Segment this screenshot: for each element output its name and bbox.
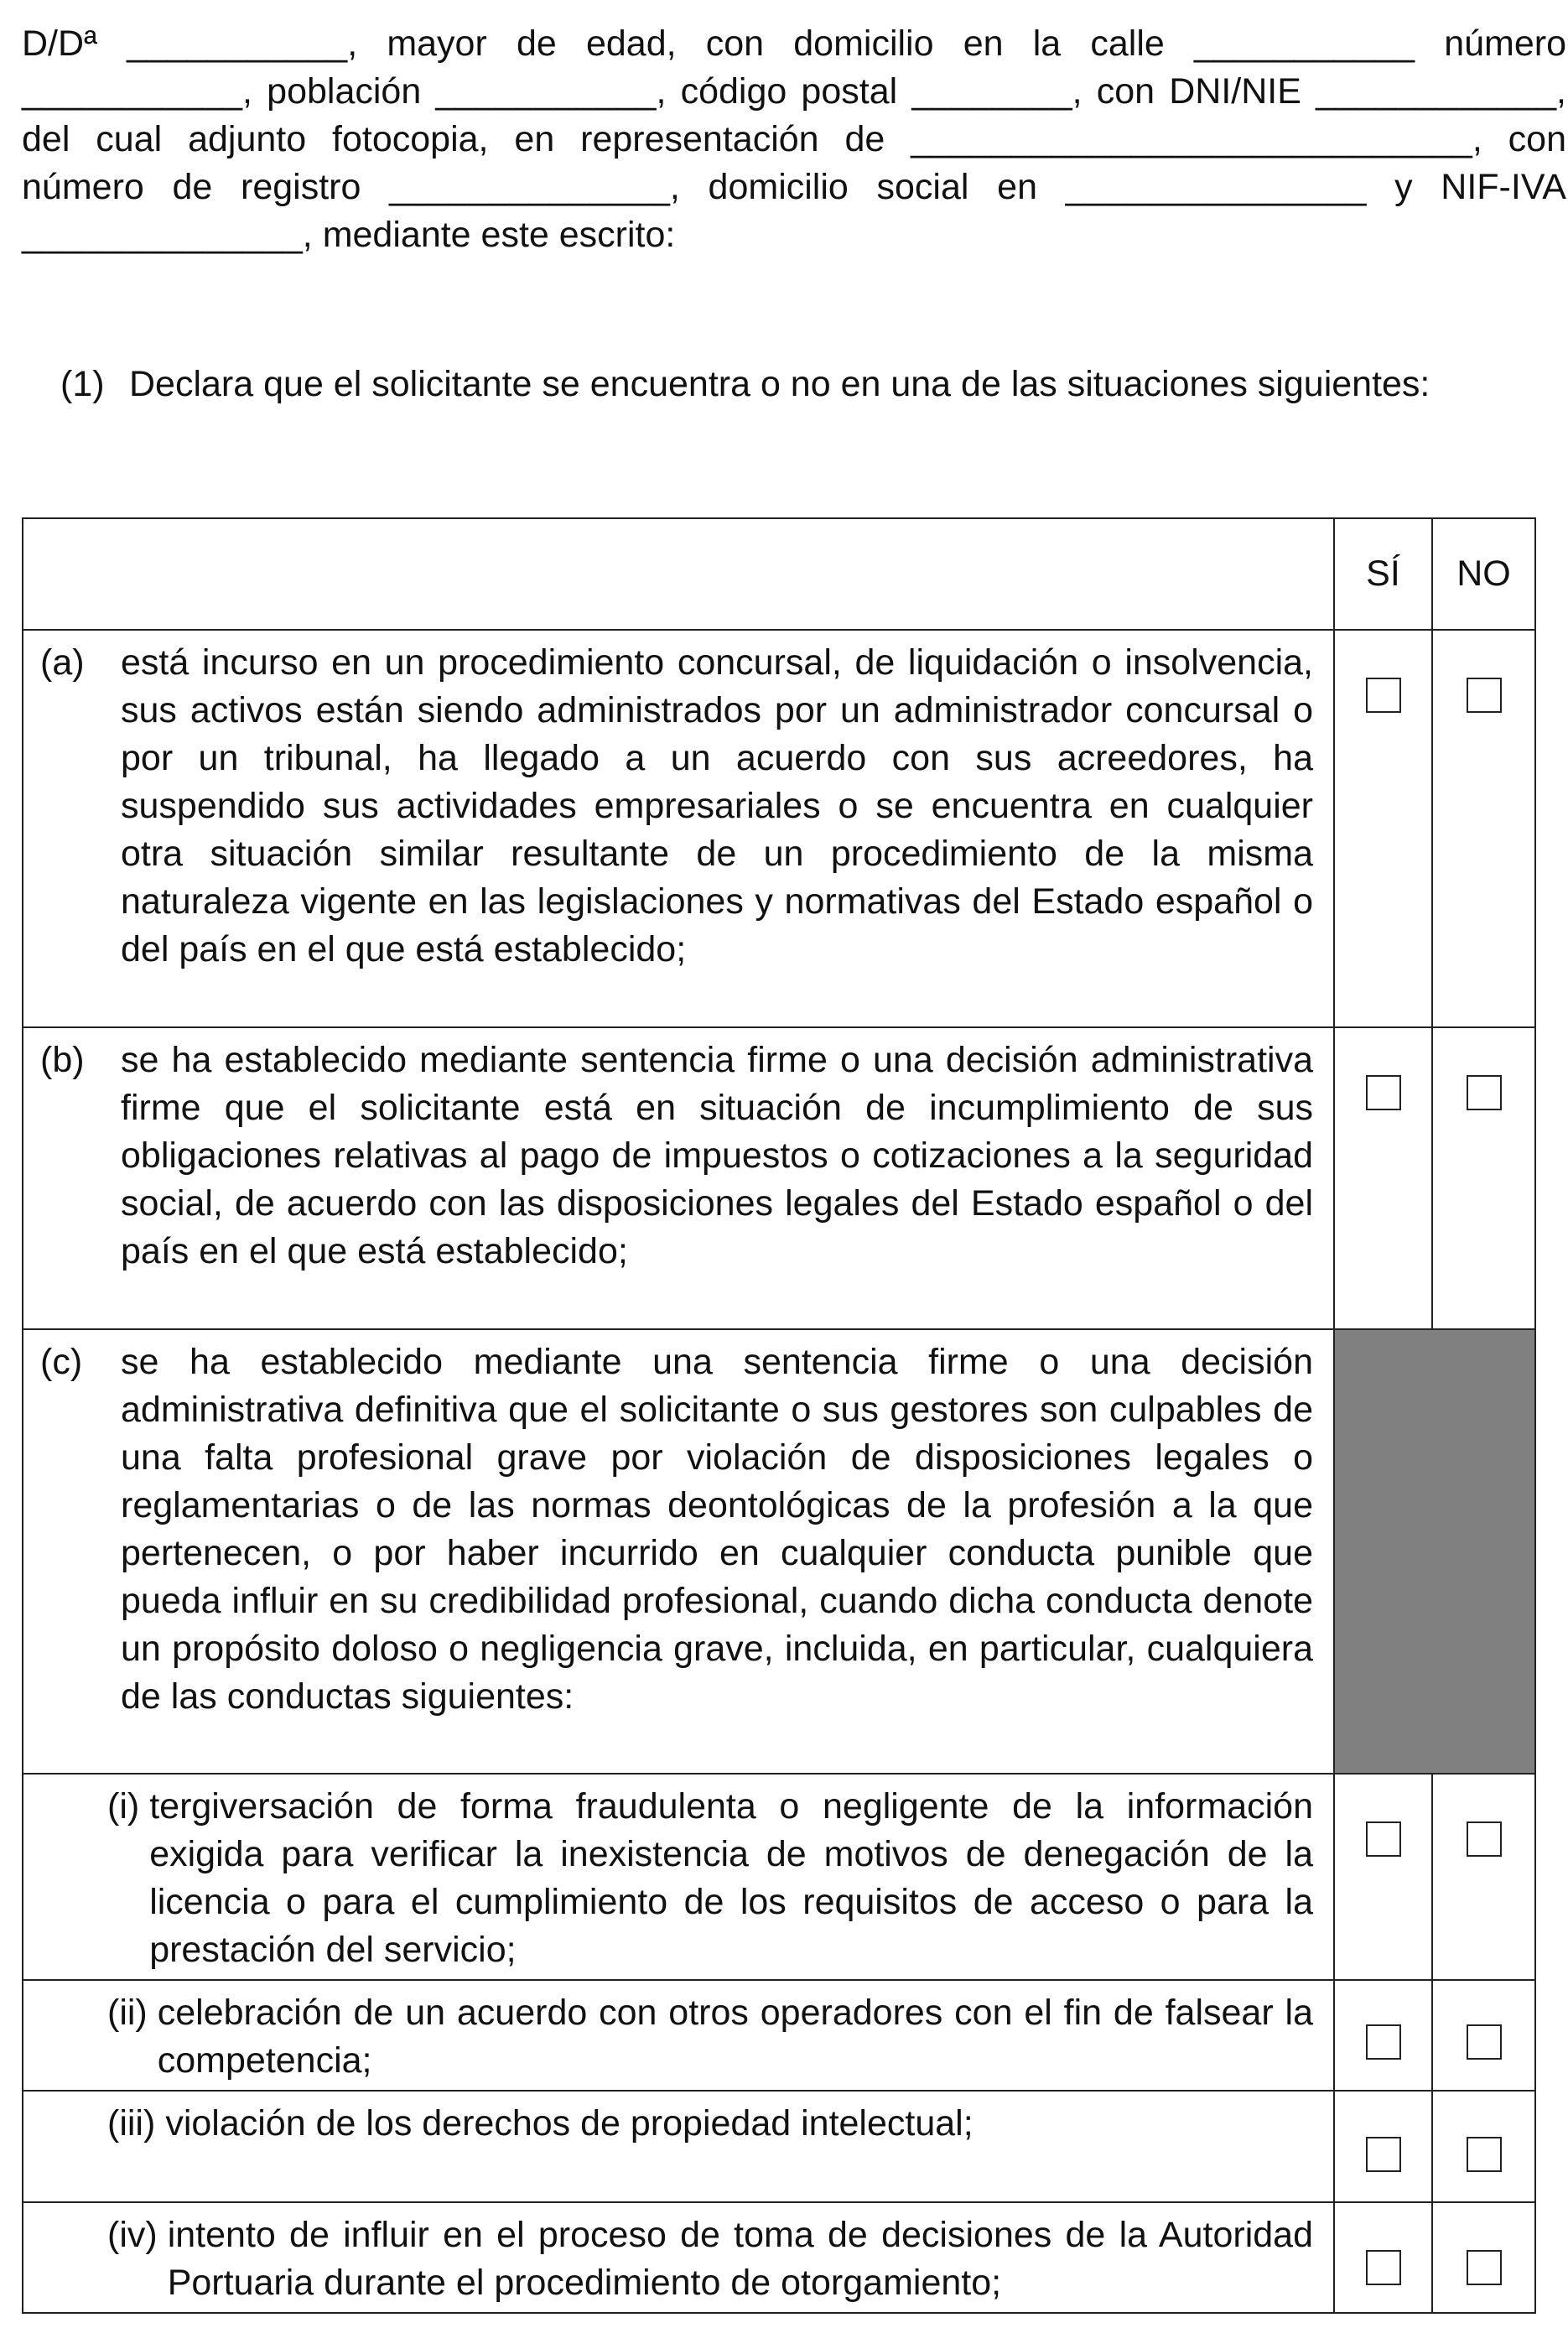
row-i-text: tergiversación de forma fraudulenta o negligente de la información exigida para verificar la inexistencia de motivos de denegación de la licencia o para el cumplimiento de los requisitos de acceso o para la prestación del servicio; [149, 1786, 1313, 1970]
row-b-no-checkbox[interactable] [1467, 1075, 1502, 1110]
row-iv-label: (iv) [107, 2215, 158, 2255]
row-iii-no-checkbox[interactable] [1467, 2137, 1502, 2172]
row-iii-si-checkbox[interactable] [1366, 2137, 1401, 2172]
row-iv-si-cell [1334, 2202, 1432, 2313]
row-b-no-cell [1432, 1027, 1535, 1329]
row-i-no-checkbox[interactable] [1467, 1821, 1502, 1857]
row-ii-text: celebración de un acuerdo con otros operadores con el fin de falsear la competencia; [157, 1993, 1313, 2081]
header-no: NO [1432, 518, 1535, 630]
declaration-item [60, 361, 1519, 408]
table-header-row [23, 518, 1535, 630]
row-b-si-checkbox[interactable] [1366, 1075, 1401, 1110]
row-c-text: se ha establecido mediante una sentencia firme o una decisión administrativa definitiva que el solicitante o sus gestores son culpables de una falta profesional grave por violación de disposiciones legales o reglamentarias o de las normas deontológicas de la profesión a la que pertenecen, o por haber incurrido en cualquier conducta punible que pueda influir en su credibilidad profesional, cuando dicha conducta denote un propósito doloso o negligencia grave, incluida, en particular, cualquiera de las conductas siguientes: [121, 1342, 1313, 1717]
row-iii-text: violación de los derechos de propiedad intelectual; [165, 2103, 974, 2144]
row-c-text-cell [23, 1329, 1334, 1774]
row-b-text-cell [23, 1027, 1334, 1329]
situations-table [22, 517, 1536, 2314]
intro-paragraph: D/Dª ___________, mayor de edad, con domicilio en la calle ___________ número ___________, población ___________, código postal ________, con DNI/NIE ____________, del cual adjunto fotocopia, en representación de ____________________________, con número de registro ______________, domicilio social en _______________ y NIF-IVA ______________, mediante este escrito: [22, 23, 1566, 255]
row-iv-no-cell [1432, 2202, 1535, 2313]
row-iv-si-checkbox[interactable] [1366, 2250, 1401, 2285]
row-iv-text: intento de influir en el proceso de toma de decisiones de la Autoridad Portuaria durante el procedimiento de otorgamiento; [167, 2215, 1313, 2303]
row-ii-si-cell [1334, 1980, 1432, 2091]
row-ii-label: (ii) [107, 1993, 148, 2033]
table-row-iii [23, 2091, 1535, 2202]
table-row-b [23, 1027, 1535, 1329]
row-iii-si-cell [1334, 2091, 1432, 2202]
row-iii-text-cell [23, 2091, 1334, 2202]
table-row-i [23, 1774, 1535, 1980]
row-a-si-cell [1334, 630, 1432, 1027]
row-i-si-cell [1334, 1774, 1432, 1980]
row-i-label: (i) [107, 1786, 140, 1827]
row-ii-no-cell [1432, 1980, 1535, 2091]
row-iv-no-checkbox[interactable] [1467, 2250, 1502, 2285]
row-a-no-cell [1432, 630, 1535, 1027]
row-a-si-checkbox[interactable] [1366, 678, 1401, 713]
table-row-iv [23, 2202, 1535, 2313]
row-iv-text-cell [23, 2202, 1334, 2313]
row-i-text-cell [23, 1774, 1334, 1980]
row-i-si-checkbox[interactable] [1366, 1821, 1401, 1857]
header-empty-cell [23, 518, 1334, 630]
table-row-c [23, 1329, 1535, 1774]
declaration-text: Declara que el solicitante se encuentra o no en una de las situaciones siguientes: [129, 364, 1430, 404]
row-ii-si-checkbox[interactable] [1366, 2024, 1401, 2060]
row-c-label: (c) [40, 1342, 83, 1382]
row-ii-text-cell [23, 1980, 1334, 2091]
row-iii-no-cell [1432, 2091, 1535, 2202]
header-si: SÍ [1334, 518, 1432, 630]
table-row-a [23, 630, 1535, 1027]
row-c-shaded-cell [1334, 1329, 1535, 1774]
row-iii-label: (iii) [107, 2103, 156, 2144]
row-ii-no-checkbox[interactable] [1467, 2024, 1502, 2060]
row-a-text-cell [23, 630, 1334, 1027]
row-b-text: se ha establecido mediante sentencia firme o una decisión administrativa firme que el solicitante está en situación de incumplimiento de sus obligaciones relativas al pago de impuestos o cotizaciones a la seguridad social, de acuerdo con las disposiciones legales del Estado español o del país en el que está establecido; [121, 1040, 1313, 1271]
row-i-no-cell [1432, 1774, 1535, 1980]
row-a-no-checkbox[interactable] [1467, 678, 1502, 713]
table-row-ii [23, 1980, 1535, 2091]
row-a-text: está incurso en un procedimiento concursal, de liquidación o insolvencia, sus activos están siendo administrados por un administrador concursal o por un tribunal, ha llegado a un acuerdo con sus acreedores, ha suspendido sus actividades empresariales o se encuentra en cualquier otra situación similar resultante de un procedimiento de la misma naturaleza vigente en las legislaciones y normativas del Estado español o del país en el que está establecido; [121, 642, 1313, 969]
row-b-si-cell [1334, 1027, 1432, 1329]
declaration-number: (1) [60, 364, 105, 404]
row-b-label: (b) [40, 1040, 85, 1080]
row-a-label: (a) [40, 642, 85, 683]
